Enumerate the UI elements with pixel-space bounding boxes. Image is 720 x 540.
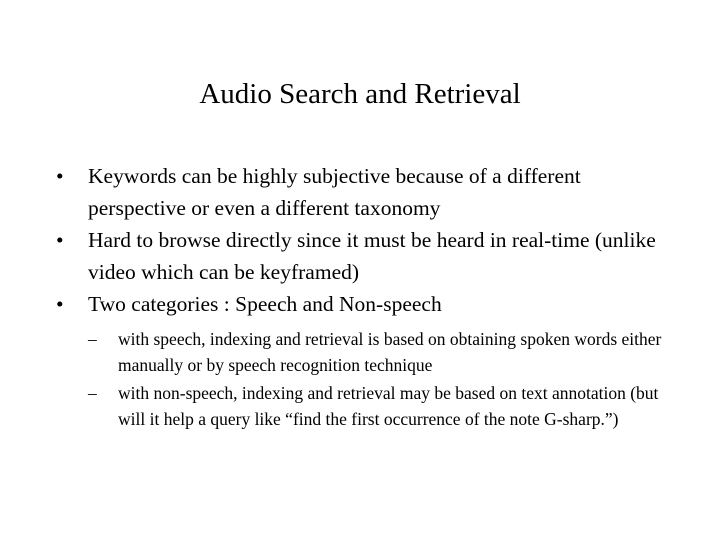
sub-bullet-list xyxy=(88,326,676,432)
sub-bullet-speech xyxy=(88,326,676,378)
bullet-text: Two categories : Speech and Non-speech xyxy=(88,292,442,316)
bullet-categories xyxy=(56,288,676,432)
bullet-marker: • xyxy=(56,228,64,252)
sub-bullet-text: with speech, indexing and retrieval is based on obtaining spoken words either manually or by speech recognition technique xyxy=(118,329,662,375)
bullet-text: Keywords can be highly subjective because of a different perspective or even a different taxonomy xyxy=(88,164,581,220)
bullet-browse xyxy=(56,224,676,288)
sub-bullet-text: with non-speech, indexing and retrieval may be based on text annotation (but will it help a query like “find the first occurrence of the note G-sharp.”) xyxy=(118,383,659,429)
sub-bullet-non-speech xyxy=(88,380,676,432)
bullet-keywords xyxy=(56,160,676,224)
sub-bullet-marker: – xyxy=(88,383,97,403)
slide-title: Audio Search and Retrieval xyxy=(199,78,521,110)
bullet-list xyxy=(56,160,676,434)
bullet-marker: • xyxy=(56,292,64,316)
bullet-text: Hard to browse directly since it must be heard in real-time (unlike video which can be keyframed) xyxy=(88,228,656,284)
sub-bullet-marker: – xyxy=(88,329,97,349)
bullet-marker: • xyxy=(56,164,64,188)
